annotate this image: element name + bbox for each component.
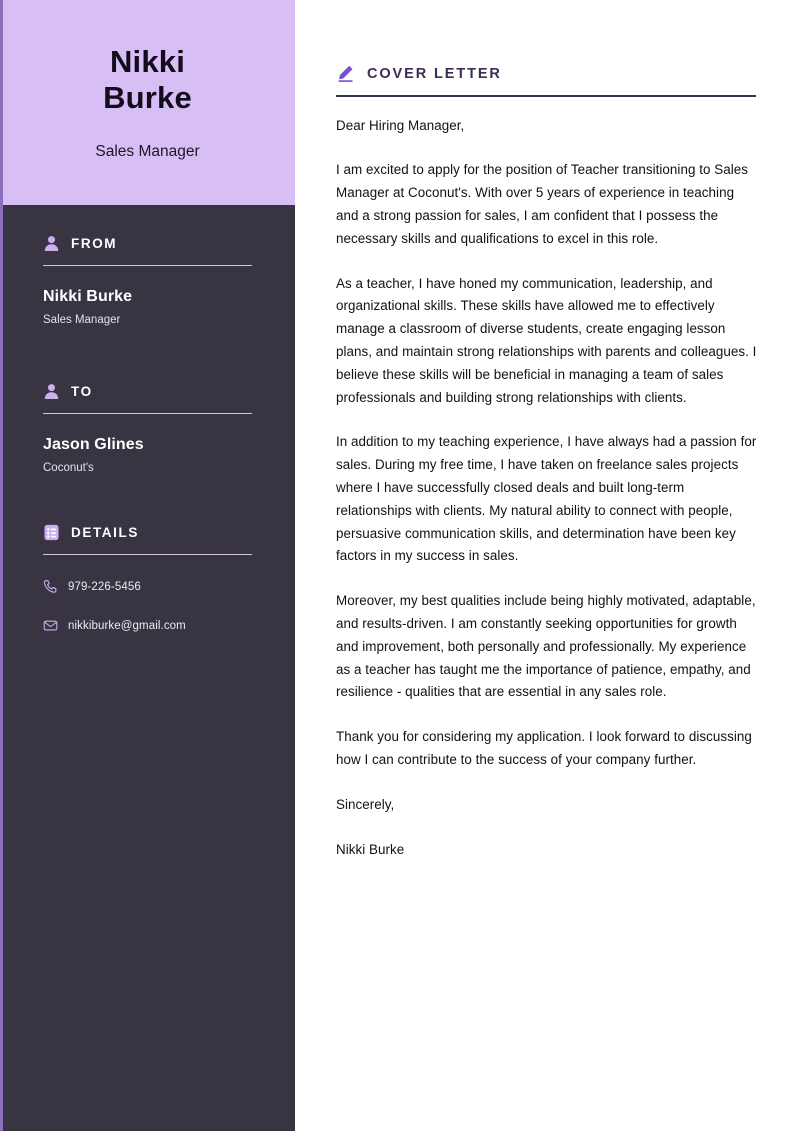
sidebar-section-from — [43, 232, 253, 326]
email-address: nikkiburke@gmail.com — [68, 619, 186, 632]
letter-salutation: Dear Hiring Manager, — [336, 117, 465, 133]
sidebar-section-details — [43, 521, 253, 633]
section-divider-from — [43, 265, 252, 266]
from-name: Nikki Burke — [43, 288, 133, 305]
left-edge-accent-strip — [0, 0, 3, 1131]
section-divider-details — [43, 554, 252, 555]
applicant-name-line1: Nikki — [109, 43, 186, 79]
document-title: COVER LETTER — [367, 65, 502, 82]
to-subtitle: Coconut's — [43, 462, 94, 474]
phone-icon — [43, 579, 58, 594]
from-subtitle: Sales Manager — [43, 314, 121, 326]
header-banner — [0, 0, 295, 205]
pencil-icon — [336, 64, 355, 83]
applicant-role: Sales Manager — [95, 143, 200, 161]
letter-body — [336, 97, 758, 862]
section-header-from — [43, 232, 253, 254]
letter-closing: Sincerely, — [336, 796, 395, 812]
letter-column — [336, 0, 758, 1131]
section-header-details — [43, 521, 253, 543]
letter-signature: Nikki Burke — [336, 841, 405, 857]
applicant-name-line2: Burke — [103, 79, 192, 115]
sidebar-content — [43, 232, 253, 633]
spacer-from-to — [43, 326, 253, 380]
letter-paragraph: Thank you for considering my application. I look forward to discussing how I can contribute to the success of your company further. — [336, 729, 752, 767]
document-title-row — [336, 0, 758, 83]
section-header-to — [43, 380, 253, 402]
section-label-to: TO — [71, 383, 93, 399]
contact-row-phone[interactable] — [43, 579, 253, 594]
section-divider-to — [43, 413, 252, 414]
person-icon — [43, 235, 60, 252]
spacer-to-details — [43, 474, 253, 521]
letter-paragraph: I am excited to apply for the position of Teacher transitioning to Sales Manager at Coconut's. With over 5 years of experience in teaching and a strong passion for sales, I am confident that I possess the necessary skills and qualifications to excel in this role. — [336, 162, 748, 246]
contact-row-email[interactable] — [43, 618, 253, 633]
letter-paragraph: As a teacher, I have honed my communication, leadership, and organizational skills. These skills have allowed me to effectively manage a classroom of diverse students, create engaging lesson plans, and maintain strong relationships with parents and colleagues. I believe these skills will be beneficial in managing a team of sales professionals and building strong relationships with clients. — [336, 275, 757, 405]
details-list-icon — [43, 524, 60, 541]
section-label-from: FROM — [71, 235, 118, 251]
letter-paragraph: Moreover, my best qualities include being highly motivated, adaptable, and results-driven. I am constantly seeking opportunities for growth and improvement, both personally and professionally. My experience as a teacher has taught me the importance of patience, empathy, and resilience - qualities that are essential in any sales role. — [336, 593, 756, 700]
section-label-details: DETAILS — [71, 524, 139, 540]
applicant-name — [103, 44, 192, 122]
sidebar-section-to — [43, 380, 253, 474]
to-name: Jason Glines — [43, 436, 144, 453]
letter-paragraph: In addition to my teaching experience, I have always had a passion for sales. During my free time, I have taken on freelance sales projects where I have successfully closed deals and built long-term relationships with clients. My natural ability to connect with people, persuasive communication skills, and determination have been key factors in my success in sales. — [336, 434, 757, 564]
phone-number: 979-226-5456 — [68, 580, 141, 593]
email-icon — [43, 618, 58, 633]
person-icon — [43, 383, 60, 400]
